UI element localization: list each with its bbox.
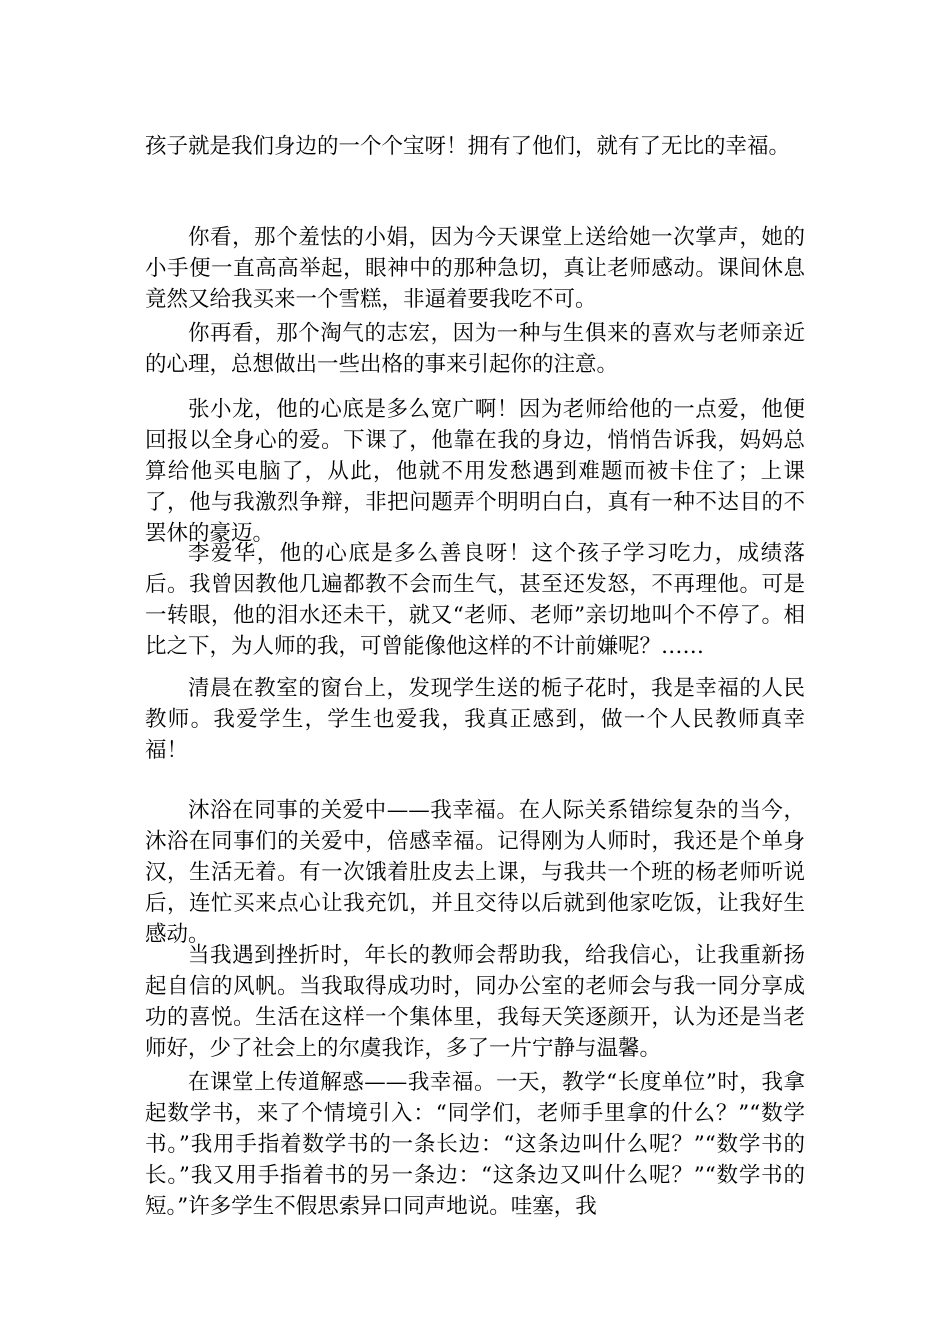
paragraph-8: 当我遇到挫折时，年长的教师会帮助我，给我信心，让我重新扬起自信的风帆。当我取得成功时，同办公室的老师会与我一同分享成功的喜悦。生活在这样一个集体里，我每天笑逐颜开，认为还是当老师好，少了社会上的尔虞我诈，多了一片宁静与温馨。 [145, 943, 805, 1061]
paragraph-5: 李爱华，他的心底是多么善良呀！这个孩子学习吃力，成绩落后。我曾因教他几遍都教不会而生气，甚至还发怒，不再理他。可是一转眼，他的泪水还未干，就又“老师、老师”亲切地叫个不停了。相比之下，为人师的我，可曾能像他这样的不计前嫌呢？…… [145, 541, 805, 659]
paragraph-6: 清晨在教室的窗台上，发现学生送的栀子花时，我是幸福的人民教师。我爱学生，学生也爱我，我真正感到，做一个人民教师真幸福！ [145, 676, 805, 763]
paragraph-2: 你看，那个羞怯的小娟，因为今天课堂上送给她一次掌声，她的小手便一直高高举起，眼神中的那种急切，真让老师感动。课间休息竟然又给我买来一个雪糕，非逼着要我吃不可。 [145, 225, 805, 312]
paragraph-9: 在课堂上传道解惑——我幸福。一天，教学“长度单位”时，我拿起数学书，来了个情境引入：“同学们，老师手里拿的什么？”“数学书。”我用手指着数学书的一条长边：“这条边叫什么呢？”“数学书的长。”我又用手指着书的另一条边：“这条边又叫什么呢？”“数学书的短。”许多学生不假思索异口同声地说。哇塞，我 [145, 1070, 805, 1219]
paragraph-1: 孩子就是我们身边的一个个宝呀！拥有了他们，就有了无比的幸福。 [145, 134, 791, 159]
paragraph-4: 张小龙，他的心底是多么宽广啊！因为老师给他的一点爱，他便回报以全身心的爱。下课了，他靠在我的身边，悄悄告诉我，妈妈总算给他买电脑了，从此，他就不用发愁遇到难题而被卡住了；上课了，他与我激烈争辩，非把问题弄个明明白白，真有一种不达目的不罢休的豪迈。 [145, 397, 805, 546]
paragraph-3: 你再看，那个淘气的志宏，因为一种与生俱来的喜欢与老师亲近的心理，总想做出一些出格的事来引起你的注意。 [145, 321, 805, 377]
paragraph-7: 沐浴在同事的关爱中——我幸福。在人际关系错综复杂的当今，沐浴在同事们的关爱中，倍感幸福。记得刚为人师时，我还是个单身汉，生活无着。有一次饿着肚皮去上课，与我共一个班的杨老师听说后，连忙买来点心让我充饥，并且交待以后就到他家吃饭，让我好生感动。 [145, 798, 805, 947]
